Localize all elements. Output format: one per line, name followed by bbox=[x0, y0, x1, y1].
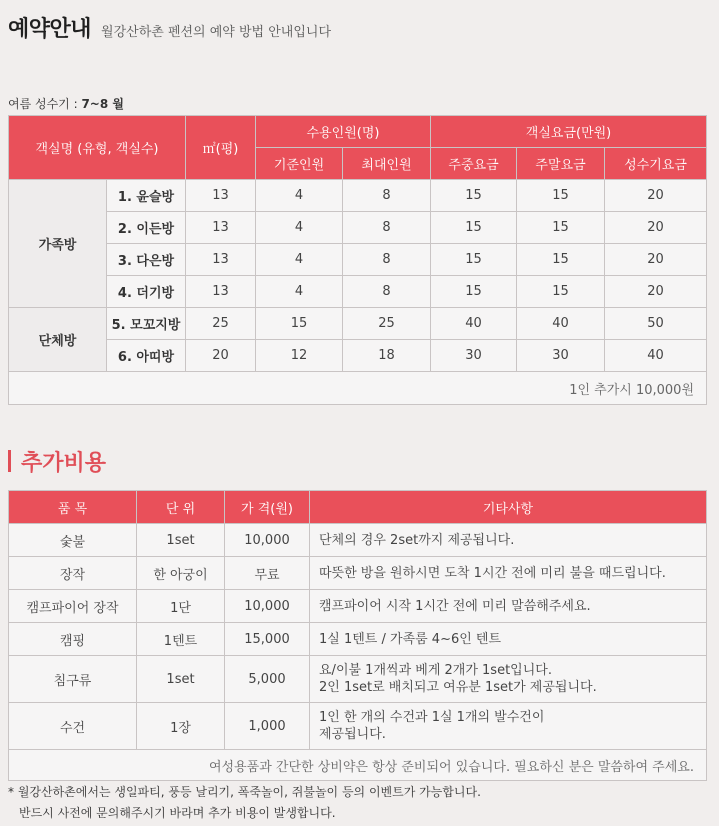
table-row bbox=[9, 703, 707, 750]
room-weekend: 15 bbox=[517, 276, 605, 308]
header-rate-peak: 성수기요금 bbox=[605, 148, 707, 180]
footnote bbox=[8, 782, 481, 824]
room-std: 15 bbox=[256, 308, 343, 340]
header-rate-weekday: 주중요금 bbox=[431, 148, 517, 180]
cost-price: 10,000 bbox=[225, 590, 310, 623]
table-note-row bbox=[9, 750, 707, 781]
room-std: 4 bbox=[256, 276, 343, 308]
room-weekend: 40 bbox=[517, 308, 605, 340]
room-name: 1. 윤슬방 bbox=[107, 180, 186, 212]
room-std: 4 bbox=[256, 244, 343, 276]
extra-person-note: 1인 추가시 10,000원 bbox=[9, 372, 707, 405]
room-rate-table bbox=[8, 115, 707, 405]
section-title-extra-cost bbox=[8, 447, 106, 475]
room-peak: 20 bbox=[605, 212, 707, 244]
room-peak: 40 bbox=[605, 340, 707, 372]
header-price: 가 격(원) bbox=[225, 491, 310, 524]
table-row bbox=[9, 308, 707, 340]
header-capacity-std: 기준인원 bbox=[256, 148, 343, 180]
table-row bbox=[9, 590, 707, 623]
section-title-text: 추가비용 bbox=[21, 450, 107, 476]
room-weekend: 15 bbox=[517, 212, 605, 244]
room-weekend: 15 bbox=[517, 244, 605, 276]
cost-unit: 1set bbox=[137, 656, 225, 703]
cost-etc bbox=[310, 590, 707, 623]
cost-etc-line: 따뜻한 방을 원하시면 도착 1시간 전에 미리 불을 때드립니다. bbox=[319, 565, 666, 581]
cost-price: 1,000 bbox=[225, 703, 310, 750]
section-title-bar bbox=[8, 450, 11, 472]
cost-etc-line: 제공됩니다. bbox=[319, 727, 386, 742]
table-row bbox=[9, 524, 707, 557]
room-area: 20 bbox=[186, 340, 256, 372]
cost-item: 캠핑 bbox=[9, 623, 137, 656]
header-room: 객실명 (유형, 객실수) bbox=[9, 116, 186, 180]
cost-etc bbox=[310, 524, 707, 557]
page-subtitle: 월강산하촌 펜션의 예약 방법 안내입니다 bbox=[101, 25, 332, 40]
cost-etc-line: 단체의 경우 2set까지 제공됩니다. bbox=[319, 532, 515, 548]
cost-item: 장작 bbox=[9, 557, 137, 590]
room-name: 6. 아띠방 bbox=[107, 340, 186, 372]
room-peak: 50 bbox=[605, 308, 707, 340]
room-max: 8 bbox=[343, 244, 431, 276]
room-max: 18 bbox=[343, 340, 431, 372]
cost-unit: 1set bbox=[137, 524, 225, 557]
cost-unit: 1텐트 bbox=[137, 623, 225, 656]
table-row bbox=[9, 623, 707, 656]
cost-unit: 한 아궁이 bbox=[137, 557, 225, 590]
table-row bbox=[9, 180, 707, 212]
cost-unit: 1장 bbox=[137, 703, 225, 750]
room-weekday: 30 bbox=[431, 340, 517, 372]
room-max: 8 bbox=[343, 212, 431, 244]
header-capacity-max: 최대인원 bbox=[343, 148, 431, 180]
cost-etc-line: 요/이불 1개씩과 베게 2개가 1set입니다. bbox=[319, 663, 552, 678]
cost-item: 숯불 bbox=[9, 524, 137, 557]
room-std: 12 bbox=[256, 340, 343, 372]
cost-etc-line: 캠프파이어 시작 1시간 전에 미리 말씀해주세요. bbox=[319, 598, 591, 614]
header-unit: 단 위 bbox=[137, 491, 225, 524]
room-peak: 20 bbox=[605, 180, 707, 212]
room-std: 4 bbox=[256, 212, 343, 244]
room-area: 13 bbox=[186, 244, 256, 276]
room-max: 8 bbox=[343, 180, 431, 212]
cost-price: 5,000 bbox=[225, 656, 310, 703]
footnote-line: 반드시 사전에 문의해주시기 바라며 추가 비용이 발생합니다. bbox=[19, 806, 336, 820]
header-rate-weekend: 주말요금 bbox=[517, 148, 605, 180]
room-name: 5. 모꼬지방 bbox=[107, 308, 186, 340]
cost-price: 무료 bbox=[225, 557, 310, 590]
room-weekend: 30 bbox=[517, 340, 605, 372]
header-item: 품 목 bbox=[9, 491, 137, 524]
peak-season-info bbox=[8, 95, 124, 112]
cost-etc-line: 2인 1set로 배치되고 여유분 1set가 제공됩니다. bbox=[319, 680, 597, 695]
room-std: 4 bbox=[256, 180, 343, 212]
cost-price: 15,000 bbox=[225, 623, 310, 656]
footnote-line: * 월강산하촌에서는 생일파티, 풍등 날리기, 폭죽놀이, 쥐불놀이 등의 이벤트가 가능합니다. bbox=[8, 785, 481, 799]
peak-season-label: 여름 성수기 : bbox=[8, 97, 82, 111]
room-weekend: 15 bbox=[517, 180, 605, 212]
page-header bbox=[8, 12, 331, 42]
cost-etc bbox=[310, 557, 707, 590]
table-note-row bbox=[9, 372, 707, 405]
table-row bbox=[9, 212, 707, 244]
table-row bbox=[9, 656, 707, 703]
cost-item: 침구류 bbox=[9, 656, 137, 703]
header-area: ㎡(평) bbox=[186, 116, 256, 180]
room-peak: 20 bbox=[605, 244, 707, 276]
supplies-note: 여성용품과 간단한 상비약은 항상 준비되어 있습니다. 필요하신 분은 말씀하여 주세요. bbox=[9, 750, 707, 781]
table-row bbox=[9, 244, 707, 276]
room-weekday: 40 bbox=[431, 308, 517, 340]
room-max: 8 bbox=[343, 276, 431, 308]
room-weekday: 15 bbox=[431, 244, 517, 276]
room-peak: 20 bbox=[605, 276, 707, 308]
table-row bbox=[9, 340, 707, 372]
room-name: 3. 다은방 bbox=[107, 244, 186, 276]
cost-unit: 1단 bbox=[137, 590, 225, 623]
cost-etc bbox=[310, 623, 707, 656]
room-name: 2. 이든방 bbox=[107, 212, 186, 244]
peak-season-months: 7~8 월 bbox=[81, 97, 124, 111]
cost-item: 캠프파이어 장작 bbox=[9, 590, 137, 623]
table-row bbox=[9, 557, 707, 590]
room-area: 13 bbox=[186, 212, 256, 244]
room-weekday: 15 bbox=[431, 212, 517, 244]
cost-etc bbox=[310, 656, 707, 703]
room-name: 4. 더기방 bbox=[107, 276, 186, 308]
room-weekday: 15 bbox=[431, 276, 517, 308]
header-etc: 기타사항 bbox=[310, 491, 707, 524]
room-area: 13 bbox=[186, 180, 256, 212]
table-row bbox=[9, 276, 707, 308]
page-title: 예약안내 bbox=[8, 17, 92, 42]
room-max: 25 bbox=[343, 308, 431, 340]
cost-etc-line: 1인 한 개의 수건과 1실 1개의 발수건이 bbox=[319, 710, 545, 725]
header-capacity: 수용인원(명) bbox=[256, 116, 431, 148]
room-area: 13 bbox=[186, 276, 256, 308]
cost-item: 수건 bbox=[9, 703, 137, 750]
room-group-name: 가족방 bbox=[9, 180, 107, 308]
header-rate: 객실요금(만원) bbox=[431, 116, 707, 148]
cost-price: 10,000 bbox=[225, 524, 310, 557]
extra-cost-table bbox=[8, 490, 707, 781]
cost-etc bbox=[310, 703, 707, 750]
cost-etc-line: 1실 1텐트 / 가족룸 4~6인 텐트 bbox=[319, 631, 502, 647]
room-area: 25 bbox=[186, 308, 256, 340]
room-weekday: 15 bbox=[431, 180, 517, 212]
room-group-name: 단체방 bbox=[9, 308, 107, 372]
